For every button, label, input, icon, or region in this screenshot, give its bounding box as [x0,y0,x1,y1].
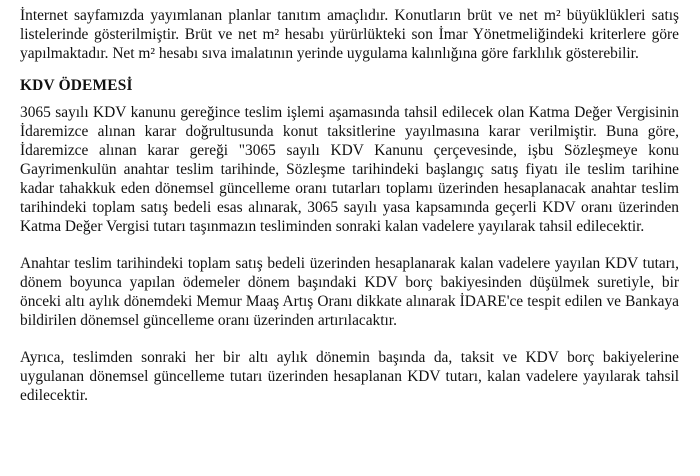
kdv-paragraph-2: Anahtar teslim tarihindeki toplam satış bedeli üzerinden hesaplanarak kalan vadelere yayılan KDV tutarı, dönem boyunca yapılan ödemeler dönem başındaki KDV borç bakiyesinden düşülmek suretiyle, bir önceki altı aylık dönemdeki Memur Maaş Artış Oranı dikkate alınarak İDARE'ce tespit edilen ve Bankaya bildirilen dönemsel güncelleme oranı üzerinden artırılacaktır. [20,255,679,329]
spacer [20,330,679,348]
kdv-paragraph-3: Ayrıca, teslimden sonraki her bir altı aylık dönemin başında da, taksit ve KDV borç bakiyelerine uygulanan dönemsel güncelleme tutarı üzerinden hesaplanan KDV tutarı, kalan vadelere yayılarak tahsil edilecektir. [20,349,679,404]
section-heading: KDV ÖDEMESİ [20,77,133,94]
spacer [20,63,679,76]
intro-paragraph: İnternet sayfamızda yayımlanan planlar tanıtım amaçlıdır. Konutların brüt ve net m² büyüklükleri satış listelerinde gösterilmiştir. Brüt ve net m² hesabı yürürlükteki son İmar Yönetmeliğindeki kriterlere göre yapılmaktadır. Net m² hesabı sıva imalatının yerinde uygulama kalınlığına göre farklılık gösterebilir. [20,7,679,62]
kdv-paragraph-1: 3065 sayılı KDV kanunu gereğince teslim işlemi aşamasında tahsil edilecek olan Katma Değer Vergisinin İdaremizce alınan karar doğrultusunda konut taksitlerine yayılmasına karar verilmiştir. Buna göre, İdaremizce alınan karar gereği "3065 sayılı KDV Kanunu çerçevesinde, işbu Sözleşmeye konu Gayrimenkulün anahtar teslim tarihinde, Sözleşme tarihindeki başlangıç satış fiyatı ile teslim tarihine kadar tahakkuk eden dönemsel güncelleme oranı tutarları toplamı üzerinden hesaplanacak anahtar teslim tarihindeki toplam satış bedeli esas alınarak, 3065 sayılı yasa kapsamında geçerli KDV oranı üzerinden Katma Değer Vergisi tutarı taşınmazın tesliminden sonraki kalan vadelere yayılarak tahsil edilecektir. [20,104,679,235]
spacer [20,236,679,254]
document-page [20,6,679,405]
spacer [20,95,679,103]
